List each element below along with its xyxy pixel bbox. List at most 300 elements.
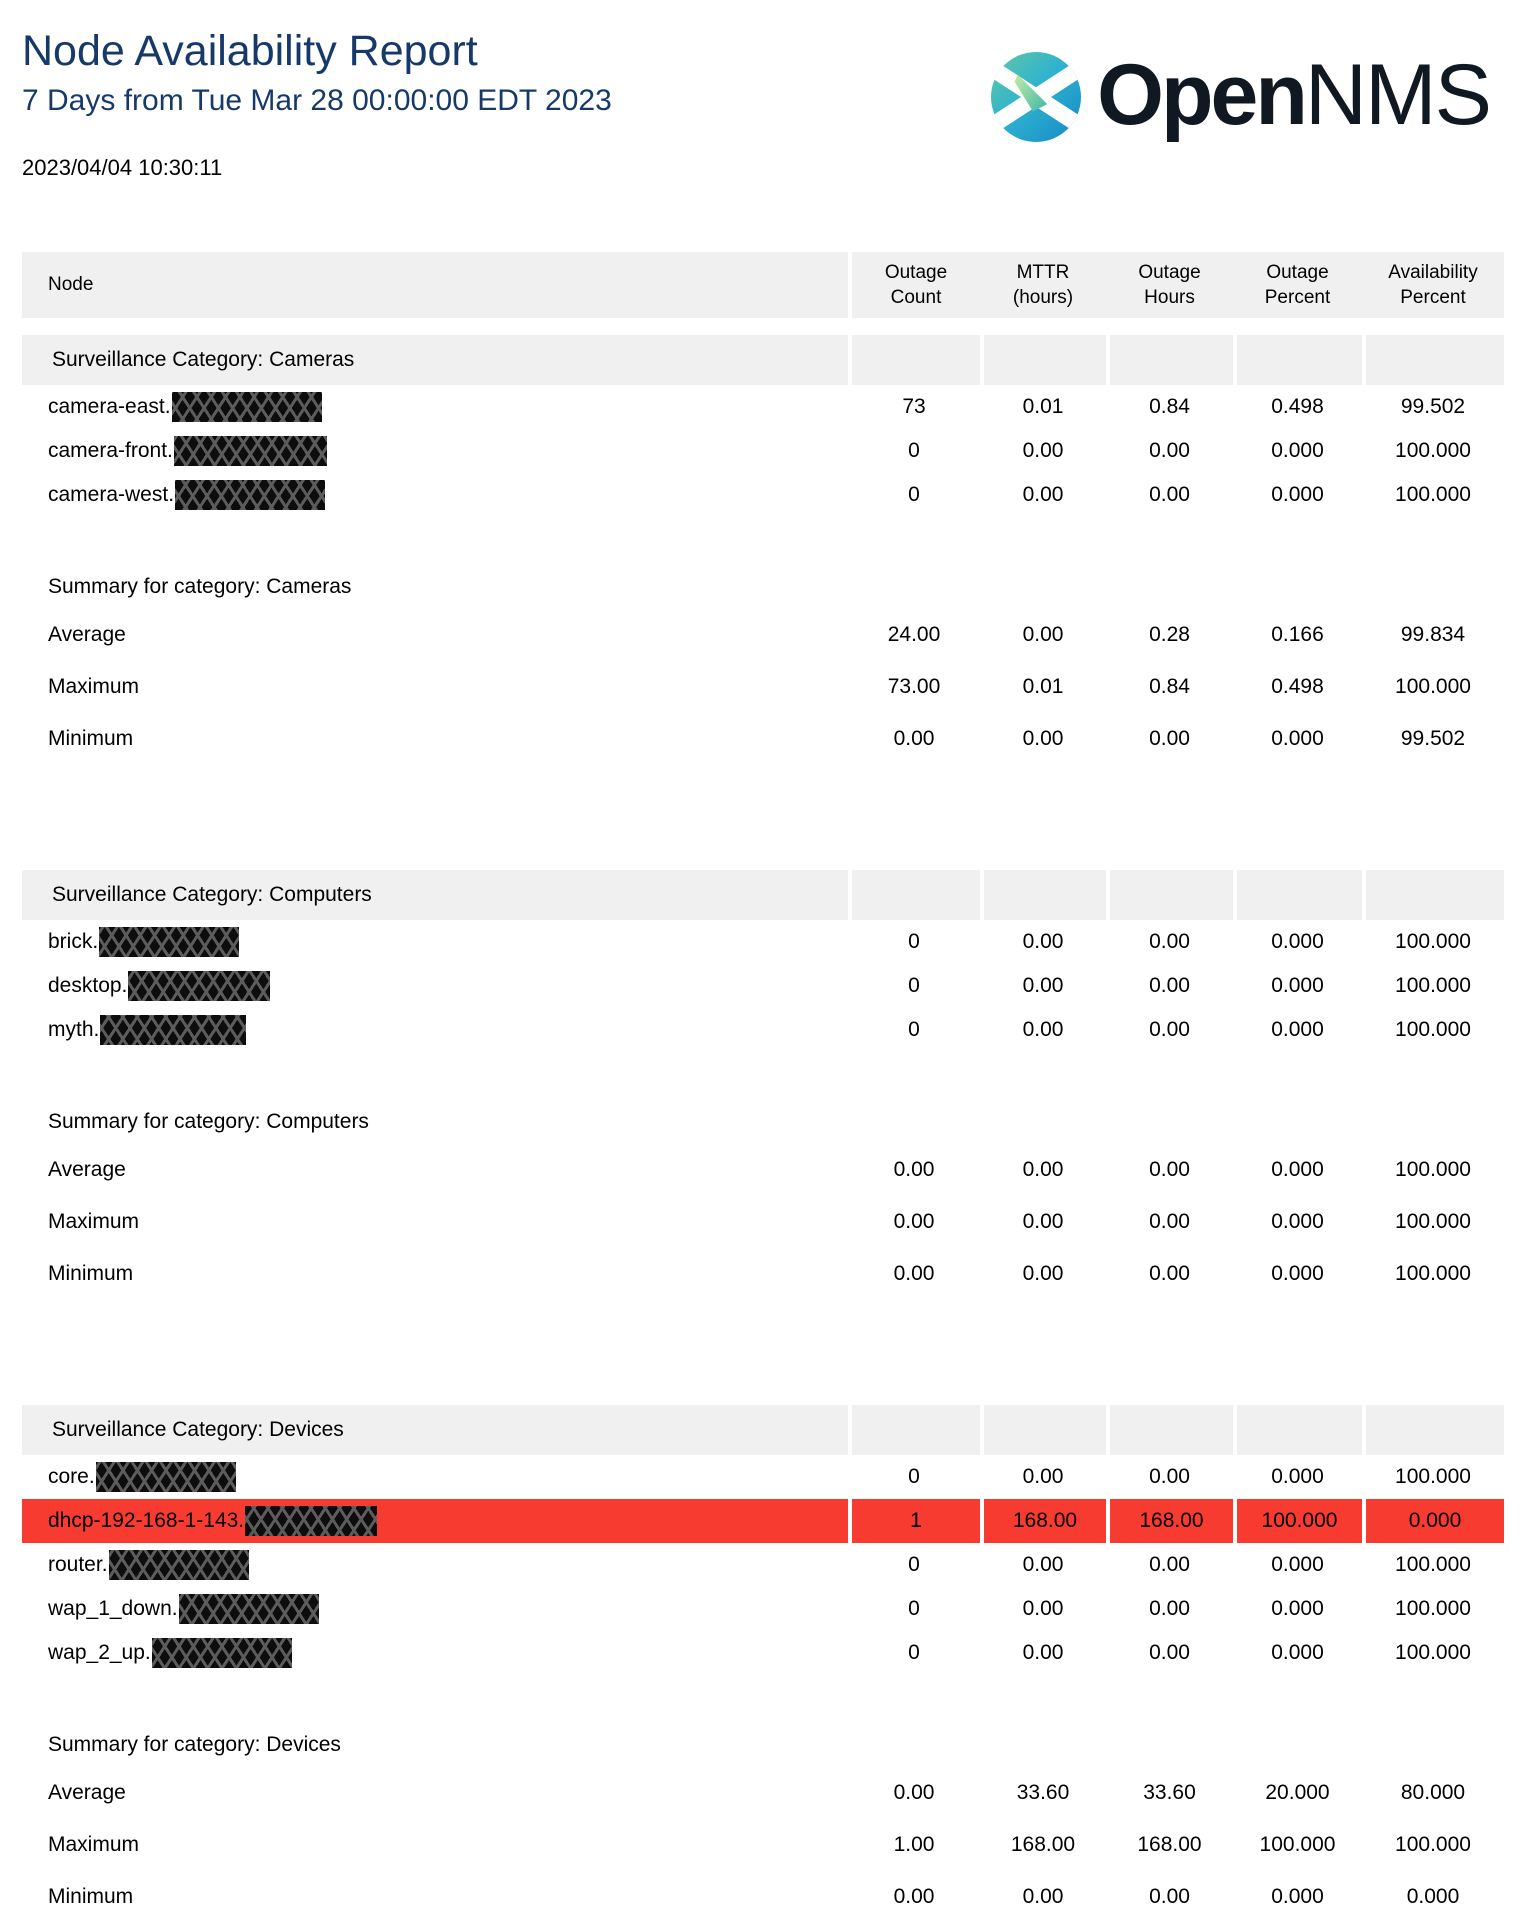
node-cell (22, 1008, 848, 1052)
opennms-globe-icon (991, 52, 1081, 142)
section-spacer (22, 1300, 1504, 1388)
mttr-hours-value-text: 0.00 (1022, 727, 1064, 750)
summary-title-cell (22, 1100, 848, 1144)
outage-count-value-text: 0 (908, 974, 920, 997)
node-cell (22, 429, 848, 473)
mttr-hours-value (980, 1499, 1106, 1543)
outage-percent-value (1233, 473, 1362, 517)
mttr-hours-value-text: 168.00 (1010, 1833, 1076, 1856)
mttr-hours-value-text: 0.01 (1022, 675, 1064, 698)
outage-hours-value (1106, 385, 1233, 429)
column-header-mttr-hours (980, 252, 1106, 318)
outage-percent-value-text: 0.498 (1271, 675, 1324, 698)
summary-title-filler-cell (1106, 1723, 1233, 1767)
outage-count-value-text: 0 (908, 1465, 920, 1488)
mttr-hours-value (980, 1455, 1106, 1499)
summary-title-label: Summary for category: Computers (48, 1110, 369, 1133)
outage-count-value (848, 385, 980, 429)
node-row-highlighted (22, 1499, 1504, 1543)
column-header-line: Outage (1138, 262, 1201, 283)
outage-hours-value-text: 168.00 (1137, 1833, 1202, 1856)
availability-percent-value (1362, 1499, 1504, 1543)
node-cell (22, 1455, 848, 1499)
summary-row-label: Minimum (48, 1262, 134, 1285)
node-label: camera-west. (48, 483, 175, 506)
outage-hours-value-text: 168.00 (1139, 1509, 1204, 1532)
outage-percent-value-text: 0.000 (1271, 1465, 1324, 1488)
category-header-filler-cell (1106, 1405, 1233, 1455)
outage-percent-value-text: 0.000 (1271, 1553, 1324, 1576)
category-header-cell (22, 870, 848, 920)
outage-count-value (848, 473, 980, 517)
availability-percent-value (1362, 1455, 1504, 1499)
node-row (22, 1587, 1504, 1631)
summary-title-filler-cell (1362, 1723, 1504, 1767)
node-row (22, 1455, 1504, 1499)
logo-brand-bold: Open (1097, 47, 1305, 143)
outage-hours-value-text: 0.00 (1149, 1158, 1190, 1181)
redaction-bar (175, 480, 325, 510)
redaction-bar (109, 1550, 249, 1580)
category-section (22, 1405, 1504, 1912)
category-header-filler-cell (1106, 870, 1233, 920)
outage-count-value (848, 1499, 980, 1543)
mttr-hours-value (980, 1008, 1106, 1052)
outage-hours-value (1106, 1499, 1233, 1543)
outage-count-value-text: 0 (908, 1018, 920, 1041)
summary-title-cell (22, 1723, 848, 1767)
outage-percent-value (1233, 1587, 1362, 1631)
column-header-line: Outage (884, 262, 948, 283)
summary-row-label: Average (48, 623, 126, 646)
category-header-cell (22, 1405, 848, 1455)
outage-count-value-text: 0.00 (893, 1210, 935, 1233)
page-title: Node Availability Report (22, 27, 478, 75)
summary-title-filler-cell (848, 1723, 980, 1767)
outage-percent-value (1233, 1008, 1362, 1052)
outage-count-value-text: 0.00 (893, 727, 935, 750)
outage-count-value-text: 73.00 (887, 675, 941, 698)
outage-count-value-text: 0 (908, 1597, 920, 1620)
outage-hours-value-text: 0.00 (1149, 1597, 1190, 1620)
summary-row-label-cell (22, 1819, 848, 1871)
availability-percent-value-text: 100.000 (1395, 483, 1471, 506)
summary-row-label-cell (22, 661, 848, 713)
outage-count-value-text: 0.00 (893, 1262, 935, 1285)
node-label: camera-east. (48, 395, 171, 418)
mttr-hours-value (980, 609, 1106, 661)
summary-title-filler-cell (1362, 565, 1504, 609)
availability-percent-value-text: 100.000 (1395, 1465, 1471, 1488)
outage-count-value (848, 1008, 980, 1052)
mttr-hours-value-text: 0.00 (1022, 623, 1064, 646)
summary-row (22, 609, 1504, 661)
outage-percent-value-text: 0.000 (1271, 1018, 1324, 1041)
availability-percent-value (1362, 1631, 1504, 1675)
outage-percent-value (1233, 1196, 1362, 1248)
outage-hours-value-text: 0.00 (1149, 1641, 1190, 1664)
opennms-logo (991, 47, 1490, 144)
availability-percent-value (1362, 1819, 1504, 1871)
mttr-hours-value (980, 1196, 1106, 1248)
outage-hours-value-text: 0.84 (1149, 675, 1190, 698)
availability-percent-value-text: 100.000 (1395, 974, 1471, 997)
availability-percent-value (1362, 609, 1504, 661)
node-label: camera-front. (48, 439, 173, 462)
outage-hours-value-text: 0.00 (1149, 727, 1190, 750)
redaction-bar (245, 1506, 377, 1536)
availability-percent-value-text: 100.000 (1395, 1210, 1471, 1233)
node-label: core. (48, 1465, 95, 1488)
outage-count-value-text: 1 (910, 1509, 922, 1532)
outage-percent-value (1233, 1871, 1362, 1912)
node-label: brick. (48, 930, 99, 953)
outage-count-value (848, 661, 980, 713)
availability-percent-value (1362, 1196, 1504, 1248)
summary-title-row (22, 1100, 1504, 1144)
summary-row-label: Maximum (48, 1210, 140, 1233)
outage-percent-value-text: 100.000 (1259, 1833, 1336, 1856)
outage-count-value (848, 1767, 980, 1819)
outage-hours-value (1106, 1631, 1233, 1675)
outage-hours-value (1106, 1819, 1233, 1871)
node-cell (22, 1587, 848, 1631)
mttr-hours-value (980, 920, 1106, 964)
summary-title-filler-cell (980, 565, 1106, 609)
node-cell (22, 385, 848, 429)
redaction-bar (99, 927, 239, 957)
node-label: desktop. (48, 974, 128, 997)
summary-title-filler-cell (1233, 1723, 1362, 1767)
category-header-row (22, 870, 1504, 920)
outage-count-value (848, 429, 980, 473)
node-label: myth. (48, 1018, 100, 1041)
mttr-hours-value (980, 1248, 1106, 1300)
outage-count-value-text: 0 (908, 439, 920, 462)
outage-percent-value-text: 0.000 (1271, 1262, 1324, 1285)
category-header-filler-cell (980, 1405, 1106, 1455)
outage-percent-value-text: 0.000 (1271, 1641, 1324, 1664)
outage-count-value (848, 1587, 980, 1631)
summary-title-filler-cell (1233, 565, 1362, 609)
outage-percent-value-text: 100.000 (1261, 1509, 1338, 1532)
outage-hours-value-text: 0.28 (1149, 623, 1190, 646)
outage-hours-value (1106, 1871, 1233, 1912)
availability-percent-value (1362, 429, 1504, 473)
availability-percent-value-text: 100.000 (1395, 1597, 1471, 1620)
summary-title-row (22, 1723, 1504, 1767)
column-header-line: Percent (1264, 287, 1331, 308)
outage-count-value (848, 609, 980, 661)
report-header (22, 26, 1504, 182)
summary-row-label: Maximum (48, 675, 140, 698)
summary-row-label: Average (48, 1158, 126, 1181)
summary-row (22, 661, 1504, 713)
mttr-hours-value-text: 0.00 (1022, 1262, 1064, 1285)
outage-count-value (848, 1196, 980, 1248)
summary-title-filler-cell (980, 1100, 1106, 1144)
outage-percent-value-text: 0.000 (1271, 1597, 1324, 1620)
summary-row-label-cell (22, 1871, 848, 1912)
outage-percent-value (1233, 1144, 1362, 1196)
mttr-hours-value (980, 1871, 1106, 1912)
availability-percent-value (1362, 1767, 1504, 1819)
outage-hours-value-text: 0.00 (1149, 1262, 1190, 1285)
availability-percent-value-text: 100.000 (1395, 930, 1471, 953)
availability-percent-value (1362, 1871, 1504, 1912)
table-header-row (22, 252, 1504, 318)
availability-percent-value-text: 100.000 (1395, 1641, 1471, 1664)
availability-percent-value (1362, 385, 1504, 429)
outage-hours-value (1106, 1455, 1233, 1499)
outage-count-value (848, 964, 980, 1008)
mttr-hours-value-text: 0.00 (1022, 930, 1064, 953)
mttr-hours-value (980, 1587, 1106, 1631)
mttr-hours-value (980, 1767, 1106, 1819)
availability-percent-value-text: 0.000 (1406, 1885, 1460, 1908)
summary-title-cell (22, 565, 848, 609)
node-row (22, 1008, 1504, 1052)
outage-hours-value-text: 0.00 (1149, 1465, 1190, 1488)
outage-hours-value (1106, 1543, 1233, 1587)
mttr-hours-value-text: 0.00 (1022, 483, 1064, 506)
mttr-hours-value-text: 33.60 (1016, 1781, 1070, 1804)
outage-percent-value (1233, 1455, 1362, 1499)
mttr-hours-value (980, 473, 1106, 517)
mttr-hours-value-text: 0.00 (1022, 1210, 1064, 1233)
availability-percent-value (1362, 1543, 1504, 1587)
outage-percent-value (1233, 920, 1362, 964)
outage-percent-value-text: 0.000 (1271, 1158, 1324, 1181)
summary-title-filler-cell (848, 1100, 980, 1144)
outage-hours-value (1106, 1767, 1233, 1819)
outage-hours-value-text: 0.00 (1149, 1210, 1190, 1233)
table-sections (22, 335, 1504, 1912)
column-header-outage-count (848, 252, 980, 318)
outage-count-value (848, 713, 980, 765)
node-label: dhcp-192-168-1-143. (48, 1509, 245, 1532)
outage-hours-value-text: 0.00 (1149, 1553, 1190, 1576)
column-header-line: Hours (1144, 287, 1195, 308)
outage-count-value-text: 0.00 (893, 1158, 935, 1181)
outage-percent-value-text: 0.000 (1271, 1885, 1324, 1908)
outage-hours-value (1106, 429, 1233, 473)
outage-percent-value (1233, 713, 1362, 765)
outage-percent-value (1233, 661, 1362, 713)
report-subtitle: 7 Days from Tue Mar 28 00:00:00 EDT 2023 (22, 84, 612, 117)
mttr-hours-value-text: 0.00 (1022, 1018, 1064, 1041)
category-header-row (22, 335, 1504, 385)
outage-hours-value (1106, 1008, 1233, 1052)
mttr-hours-value (980, 661, 1106, 713)
node-cell (22, 1499, 848, 1543)
mttr-hours-value (980, 385, 1106, 429)
outage-count-value-text: 0.00 (893, 1781, 935, 1804)
outage-percent-value-text: 0.000 (1271, 727, 1324, 750)
column-header-line: (hours) (1012, 287, 1074, 308)
node-cell (22, 1543, 848, 1587)
availability-percent-value (1362, 473, 1504, 517)
section-spacer (22, 765, 1504, 853)
outage-count-value (848, 1248, 980, 1300)
column-header-line: Availability (1388, 262, 1478, 283)
mttr-hours-value-text: 168.00 (1012, 1509, 1078, 1532)
availability-percent-value-text: 100.000 (1395, 1833, 1471, 1856)
node-label: wap_1_down. (48, 1597, 178, 1620)
category-header-cell (22, 335, 848, 385)
outage-percent-value-text: 0.498 (1271, 395, 1324, 418)
redaction-bar (100, 1015, 246, 1045)
mttr-hours-value (980, 964, 1106, 1008)
availability-percent-value (1362, 1008, 1504, 1052)
mttr-hours-value-text: 0.00 (1022, 1465, 1064, 1488)
redaction-bar (152, 1638, 292, 1668)
outage-hours-value-text: 33.60 (1143, 1781, 1196, 1804)
outage-count-value (848, 1631, 980, 1675)
node-row (22, 473, 1504, 517)
category-section (22, 870, 1504, 1300)
summary-row (22, 1196, 1504, 1248)
availability-percent-value (1362, 1144, 1504, 1196)
outage-percent-value (1233, 1819, 1362, 1871)
category-header-filler-cell (1233, 1405, 1362, 1455)
column-header-line: Percent (1400, 287, 1466, 308)
outage-percent-value (1233, 609, 1362, 661)
outage-hours-value (1106, 1196, 1233, 1248)
column-header-outage-percent (1233, 252, 1362, 318)
outage-percent-value-text: 0.000 (1271, 930, 1324, 953)
category-header-filler-cell (1362, 335, 1504, 385)
outage-hours-value-text: 0.00 (1149, 930, 1190, 953)
category-header-filler-cell (848, 335, 980, 385)
summary-row (22, 1871, 1504, 1912)
outage-percent-value (1233, 1499, 1362, 1543)
summary-row-label: Minimum (48, 727, 134, 750)
mttr-hours-value (980, 713, 1106, 765)
spacer (22, 1675, 1504, 1723)
outage-hours-value-text: 0.00 (1149, 1018, 1190, 1041)
availability-percent-value (1362, 964, 1504, 1008)
outage-hours-value-text: 0.00 (1149, 1885, 1190, 1908)
mttr-hours-value-text: 0.00 (1022, 974, 1064, 997)
outage-percent-value-text: 0.000 (1271, 1210, 1324, 1233)
outage-count-value (848, 1543, 980, 1587)
outage-hours-value (1106, 713, 1233, 765)
column-header-line: Count (890, 287, 942, 308)
mttr-hours-value-text: 0.00 (1022, 1597, 1064, 1620)
summary-row-label-cell (22, 713, 848, 765)
outage-count-value-text: 73 (902, 395, 926, 418)
outage-count-value-text: 0 (908, 1641, 920, 1664)
node-row (22, 385, 1504, 429)
summary-title-filler-cell (848, 565, 980, 609)
category-header-filler-cell (1233, 335, 1362, 385)
summary-title-filler-cell (1106, 565, 1233, 609)
category-section (22, 335, 1504, 765)
category-header-filler-cell (848, 1405, 980, 1455)
category-header-filler-cell (1362, 1405, 1504, 1455)
logo-wordmark (1097, 47, 1490, 143)
outage-percent-value (1233, 1543, 1362, 1587)
summary-row-label-cell (22, 1196, 848, 1248)
outage-hours-value-text: 0.00 (1149, 483, 1190, 506)
summary-row-label: Maximum (48, 1833, 140, 1856)
availability-percent-value-text: 99.502 (1400, 727, 1466, 750)
outage-percent-value (1233, 1631, 1362, 1675)
outage-percent-value (1233, 1767, 1362, 1819)
summary-title-label: Summary for category: Devices (48, 1733, 341, 1756)
category-header-row (22, 1405, 1504, 1455)
availability-percent-value-text: 100.000 (1395, 1262, 1471, 1285)
node-row (22, 1543, 1504, 1587)
mttr-hours-value-text: 0.00 (1022, 1553, 1064, 1576)
outage-count-value-text: 0 (908, 1553, 920, 1576)
node-label: wap_2_up. (48, 1641, 151, 1664)
summary-row-label-cell (22, 1144, 848, 1196)
redaction-bar (179, 1594, 319, 1624)
node-row (22, 1631, 1504, 1675)
summary-row (22, 1144, 1504, 1196)
category-header-label: Surveillance Category: Devices (52, 1418, 344, 1441)
column-header-line: Outage (1266, 262, 1329, 283)
outage-hours-value (1106, 964, 1233, 1008)
outage-count-value-text: 24.00 (887, 623, 941, 646)
outage-count-value-text: 0 (908, 930, 920, 953)
node-row (22, 964, 1504, 1008)
summary-title-filler-cell (1233, 1100, 1362, 1144)
outage-hours-value (1106, 1144, 1233, 1196)
spacer (22, 1052, 1504, 1100)
mttr-hours-value (980, 1144, 1106, 1196)
node-cell (22, 920, 848, 964)
outage-count-value (848, 1144, 980, 1196)
availability-percent-value-text: 100.000 (1395, 675, 1471, 698)
outage-percent-value-text: 0.000 (1271, 483, 1324, 506)
redaction-bar (128, 971, 270, 1001)
outage-hours-value (1106, 920, 1233, 964)
node-label: router. (48, 1553, 108, 1576)
availability-table (22, 252, 1504, 1912)
availability-percent-value-text: 100.000 (1395, 439, 1471, 462)
outage-percent-value-text: 20.000 (1265, 1781, 1330, 1804)
summary-row-label: Minimum (48, 1885, 134, 1908)
summary-row (22, 1248, 1504, 1300)
category-header-label: Surveillance Category: Cameras (52, 348, 355, 371)
node-cell (22, 1631, 848, 1675)
summary-title-filler-cell (980, 1723, 1106, 1767)
generated-timestamp: 2023/04/04 10:30:11 (22, 155, 223, 180)
outage-hours-value (1106, 661, 1233, 713)
summary-row-label-cell (22, 1767, 848, 1819)
mttr-hours-value (980, 1631, 1106, 1675)
node-row (22, 920, 1504, 964)
mttr-hours-value-text: 0.00 (1022, 1885, 1064, 1908)
availability-percent-value-text: 80.000 (1400, 1781, 1466, 1804)
availability-percent-value-text: 0.000 (1408, 1509, 1462, 1532)
category-header-filler-cell (1106, 335, 1233, 385)
summary-row (22, 713, 1504, 765)
mttr-hours-value-text: 0.00 (1022, 1158, 1064, 1181)
availability-percent-value (1362, 1587, 1504, 1631)
summary-row-label-cell (22, 609, 848, 661)
outage-hours-value-text: 0.00 (1149, 439, 1190, 462)
summary-row (22, 1819, 1504, 1871)
summary-row-label-cell (22, 1248, 848, 1300)
availability-percent-value (1362, 1248, 1504, 1300)
outage-percent-value-text: 0.000 (1271, 974, 1324, 997)
availability-percent-value-text: 100.000 (1395, 1553, 1471, 1576)
availability-percent-value (1362, 920, 1504, 964)
